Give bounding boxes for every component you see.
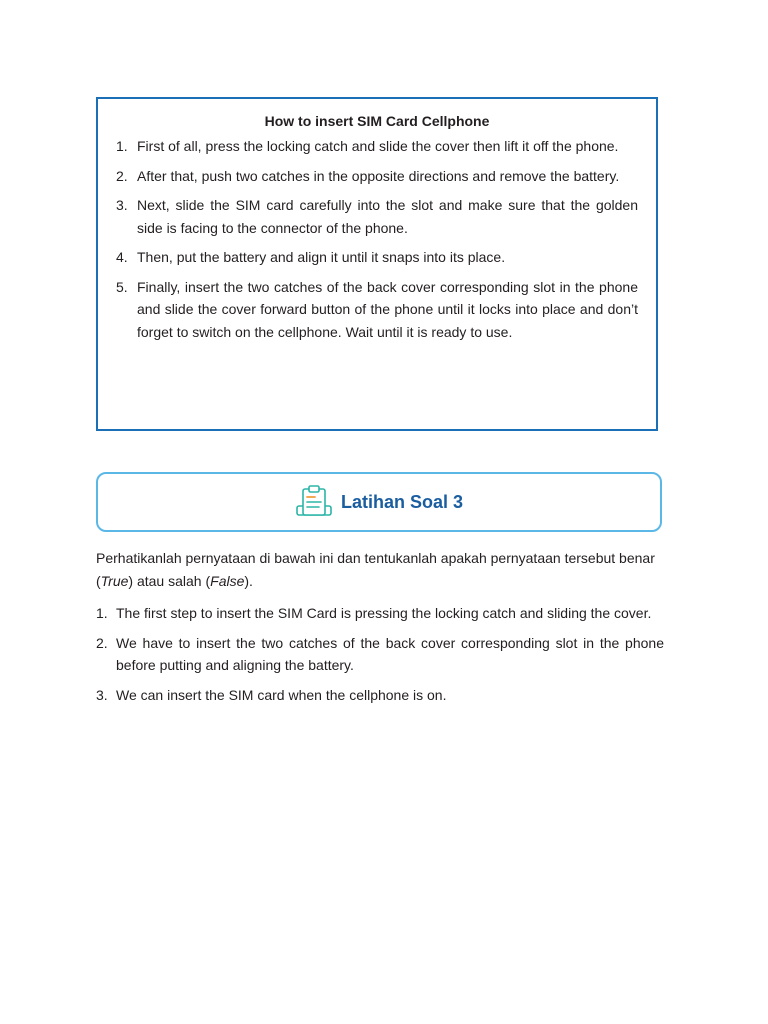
latihan-header-box [96, 472, 662, 532]
step-number: 3. [116, 197, 128, 213]
step-number: 2. [116, 167, 128, 184]
question-item [96, 602, 664, 625]
intro-paragraph [96, 547, 664, 593]
sim-instructions-box [96, 97, 658, 431]
question-item [96, 632, 664, 677]
step-text: Finally, insert the two catches of the back cover corresponding slot in the phone and slide the cover forward button of the phone until it locks into place and don’t forget to switch on the cellphone. Wait until it is ready to use. [137, 278, 638, 340]
step-text: After that, push two catches in the opposite directions and remove the battery. [137, 167, 620, 184]
sim-instructions-title: How to insert SIM Card Cellphone [264, 113, 490, 129]
step-text: First of all, press the locking catch and slide the cover then lift it off the phone. [137, 138, 619, 154]
intro-text: ) atau salah ( [128, 573, 211, 589]
clipboard-icon [295, 484, 335, 520]
step-number: 4. [116, 249, 128, 265]
question-number: 2. [96, 634, 108, 651]
intro-text: Perhatikanlah pernyataan di bawah ini dan tentukanlah apakah pernyataan tersebut benar ( [96, 550, 655, 589]
true-term: True [100, 573, 129, 589]
intro-text: ). [244, 573, 253, 589]
question-number: 1. [96, 605, 108, 621]
sim-step [116, 194, 638, 239]
sim-step [116, 276, 638, 344]
step-number: 5. [116, 278, 128, 295]
step-number: 1. [116, 138, 128, 154]
latihan-title: Latihan Soal 3 [340, 491, 464, 512]
sim-step [116, 246, 638, 269]
sim-step [116, 165, 638, 188]
question-item [96, 684, 664, 707]
sim-step [116, 135, 638, 158]
question-text: We can insert the SIM card when the cellphone is on. [116, 686, 447, 703]
step-text: Next, slide the SIM card carefully into the slot and make sure that the golden side is facing to the connector of the phone. [137, 197, 638, 236]
false-term: False [210, 573, 245, 589]
step-text: Then, put the battery and align it until it snaps into its place. [137, 249, 506, 265]
question-number: 3. [96, 686, 108, 703]
question-text: The first step to insert the SIM Card is pressing the locking catch and sliding the cover. [116, 605, 652, 621]
sim-steps-list [116, 135, 638, 343]
question-text: We have to insert the two catches of the back cover corresponding slot in the phone before putting and aligning the battery. [116, 634, 664, 673]
questions-list [96, 602, 664, 713]
